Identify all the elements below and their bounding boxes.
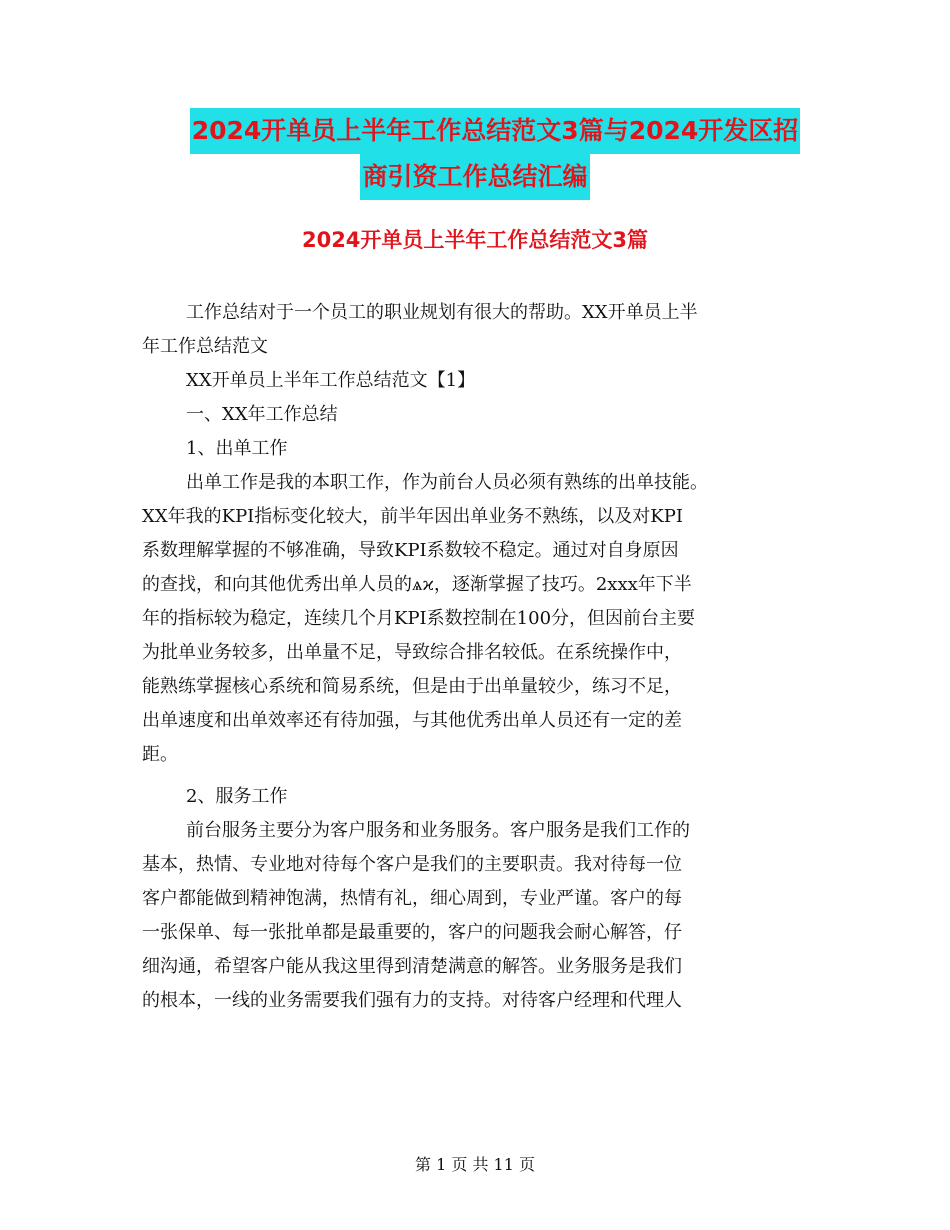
paragraph-line: 年的指标较为稳定，连续几个月KPI系数控制在100分，但因前台主要 — [142, 608, 696, 629]
paragraph-line: 2、服务工作 — [186, 786, 288, 807]
paragraph — [142, 296, 802, 364]
paragraph-line: 客户都能做到精神饱满，热情有礼，细心周到，专业严谨。客户的每 — [142, 888, 682, 909]
paragraph-line: 工作总结对于一个员工的职业规划有很大的帮助。XX开单员上半 — [186, 302, 698, 323]
paragraph-line: 细沟通，希望客户能从我这里得到清楚满意的解答。业务服务是我们 — [142, 956, 682, 977]
page-footer — [0, 1152, 950, 1175]
paragraph-line: 为批单业务较多，出单量不足，导致综合排名较低。在系统操作中， — [142, 642, 682, 663]
paragraph-line: XX年我的KPI指标变化较大，前半年因出单业务不熟练，以及对KPI — [142, 506, 683, 527]
paragraph-line: 系数理解掌握的不够准确，导致KPI系数较不稳定。通过对自身原因 — [142, 540, 679, 561]
paragraph — [142, 398, 802, 432]
paragraph-line: 出单工作是我的本职工作，作为前台人员必须有熟练的出单技能。 — [186, 472, 708, 493]
paragraph-line: 的根本，一线的业务需要我们强有力的支持。对待客户经理和代理人 — [142, 990, 682, 1011]
paragraph-line: 的查找，和向其他优秀出单人员的ѧϰ，逐渐掌握了技巧。2xxx年下半 — [142, 574, 692, 595]
page-number-label: 第 1 页 共 11 页 — [415, 1155, 535, 1174]
paragraph — [142, 466, 802, 772]
paragraph-line: 距。 — [142, 744, 178, 765]
title-line-2: 商引资工作总结汇编 — [360, 154, 589, 200]
paragraph-line: XX开单员上半年工作总结范文【1】 — [186, 370, 476, 391]
paragraph — [142, 432, 802, 466]
paragraph — [142, 780, 802, 814]
paragraph-line: 能熟练掌握核心系统和简易系统，但是由于出单量较少，练习不足， — [142, 676, 682, 697]
paragraph — [142, 814, 802, 1018]
paragraph-line: 出单速度和出单效率还有待加强，与其他优秀出单人员还有一定的差 — [142, 710, 682, 731]
paragraph-line: 一、XX年工作总结 — [186, 404, 338, 425]
document-body — [142, 296, 802, 1018]
paragraph-line: 前台服务主要分为客户服务和业务服务。客户服务是我们工作的 — [186, 820, 690, 841]
paragraph-line: 1、出单工作 — [186, 438, 288, 459]
paragraph-line: 基本，热情、专业地对待每个客户是我们的主要职责。我对待每一位 — [142, 854, 682, 875]
paragraph-line: 年工作总结范文 — [142, 336, 268, 357]
title-line-1: 2024开单员上半年工作总结范文3篇与2024开发区招 — [190, 108, 801, 154]
paragraph — [142, 364, 802, 398]
document-title — [0, 108, 950, 200]
paragraph-line: 一张保单、每一张批单都是最重要的，客户的问题我会耐心解答，仔 — [142, 922, 682, 943]
section-subtitle: 2024开单员上半年工作总结范文3篇 — [301, 228, 649, 252]
